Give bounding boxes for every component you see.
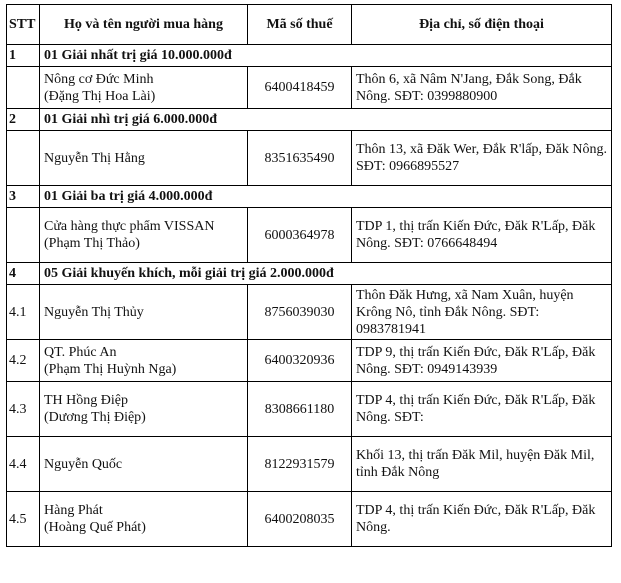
buyer-name: Nguyễn Thị Thủy <box>44 304 144 320</box>
tax-code: 6400320936 <box>248 340 352 382</box>
group-stt: 2 <box>7 109 40 131</box>
table-row <box>7 131 612 186</box>
header-name: Họ và tên người mua hàng <box>40 5 248 45</box>
prize-group-row <box>7 186 612 208</box>
table-row <box>7 208 612 263</box>
address-text: Khối 13, thị trấn Đăk Mil, huyện Đăk Mil, tỉnh Đắk Nông <box>356 448 595 480</box>
row-stt: 4.3 <box>7 382 40 437</box>
prize-group-row <box>7 45 612 67</box>
address-phone <box>352 382 612 437</box>
address-text: TDP 4, thị trấn Kiến Đức, Đăk R'Lấp, Đăk Nông. SĐT: <box>356 393 596 425</box>
address-phone <box>352 340 612 382</box>
header-row <box>7 5 612 45</box>
address-phone <box>352 492 612 547</box>
buyer-name-cell <box>40 382 248 437</box>
address-phone <box>352 208 612 263</box>
buyer-name-cell <box>40 437 248 492</box>
address-text: TDP 9, thị trấn Kiến Đức, Đăk R'Lấp, Đăk Nông. SĐT: 0949143939 <box>356 344 596 377</box>
table-row <box>7 340 612 382</box>
buyer-name-cell <box>40 492 248 547</box>
address-phone <box>352 131 612 186</box>
tax-code: 8308661180 <box>248 382 352 437</box>
buyer-name: Nguyễn Quốc <box>44 456 123 472</box>
group-title: 01 Giải ba trị giá 4.000.000đ <box>40 186 612 208</box>
row-stt: 4.5 <box>7 492 40 547</box>
buyer-name: Nông cơ Đức Minh <box>44 71 154 87</box>
table-row <box>7 67 612 109</box>
row-stt <box>7 131 40 186</box>
address-phone <box>352 437 612 492</box>
table-row <box>7 492 612 547</box>
buyer-name: Hàng Phát <box>44 503 103 518</box>
tax-code: 6400208035 <box>248 492 352 547</box>
header-address-phone: Địa chỉ, số điện thoại <box>352 5 612 45</box>
buyer-name-cell <box>40 208 248 263</box>
address-text: Thôn 13, xã Đăk Wer, Đắk R'lấp, Đăk Nông. SĐT: 0966895527 <box>356 142 607 174</box>
tax-code: 8756039030 <box>248 285 352 340</box>
buyer-name: TH Hồng Điệp <box>44 393 128 408</box>
winners-table <box>6 4 612 547</box>
buyer-representative: (Dương Thị Điệp) <box>44 410 146 425</box>
address-phone <box>352 285 612 340</box>
address-text: TDP 1, thị trấn Kiến Đức, Đăk R'Lấp, Đăk Nông. SĐT: 0766648494 <box>356 219 596 251</box>
buyer-name-cell <box>40 285 248 340</box>
table-row <box>7 285 612 340</box>
buyer-name: Nguyễn Thị Hằng <box>44 150 145 166</box>
group-title: 01 Giải nhất trị giá 10.000.000đ <box>40 45 612 67</box>
buyer-representative: (Hoàng Quế Phát) <box>44 520 146 535</box>
group-stt: 3 <box>7 186 40 208</box>
buyer-representative: (Phạm Thị Thảo) <box>44 236 140 251</box>
tax-code: 8351635490 <box>248 131 352 186</box>
table-row <box>7 382 612 437</box>
tax-code: 8122931579 <box>248 437 352 492</box>
buyer-representative: (Phạm Thị Huỳnh Nga) <box>44 361 177 377</box>
group-title: 05 Giải khuyến khích, mỗi giải trị giá 2.000.000đ <box>40 263 612 285</box>
row-stt: 4.1 <box>7 285 40 340</box>
table-row <box>7 437 612 492</box>
buyer-name-cell <box>40 340 248 382</box>
tax-code: 6000364978 <box>248 208 352 263</box>
prize-group-row <box>7 263 612 285</box>
row-stt: 4.2 <box>7 340 40 382</box>
address-text: Thôn Đăk Hưng, xã Nam Xuân, huyện Krông Nô, tỉnh Đắk Nông. SĐT: 0983781941 <box>356 287 574 337</box>
buyer-name-cell <box>40 131 248 186</box>
group-stt: 4 <box>7 263 40 285</box>
prize-group-row <box>7 109 612 131</box>
address-text: TDP 4, thị trấn Kiến Đức, Đăk R'Lấp, Đăk Nông. <box>356 503 596 535</box>
buyer-name: QT. Phúc An <box>44 344 117 360</box>
address-phone <box>352 67 612 109</box>
row-stt: 4.4 <box>7 437 40 492</box>
buyer-name: Cửa hàng thực phẩm VISSAN <box>44 219 215 234</box>
header-tax-code: Mã số thuế <box>248 5 352 45</box>
tax-code: 6400418459 <box>248 67 352 109</box>
header-stt: STT <box>7 5 40 45</box>
address-text: Thôn 6, xã Nâm N'Jang, Đắk Song, Đắk Nông. SĐT: 0399880900 <box>356 71 582 104</box>
buyer-representative: (Đặng Thị Hoa Lài) <box>44 88 156 104</box>
group-title: 01 Giải nhì trị giá 6.000.000đ <box>40 109 612 131</box>
row-stt <box>7 208 40 263</box>
group-stt: 1 <box>7 45 40 67</box>
buyer-name-cell <box>40 67 248 109</box>
row-stt <box>7 67 40 109</box>
